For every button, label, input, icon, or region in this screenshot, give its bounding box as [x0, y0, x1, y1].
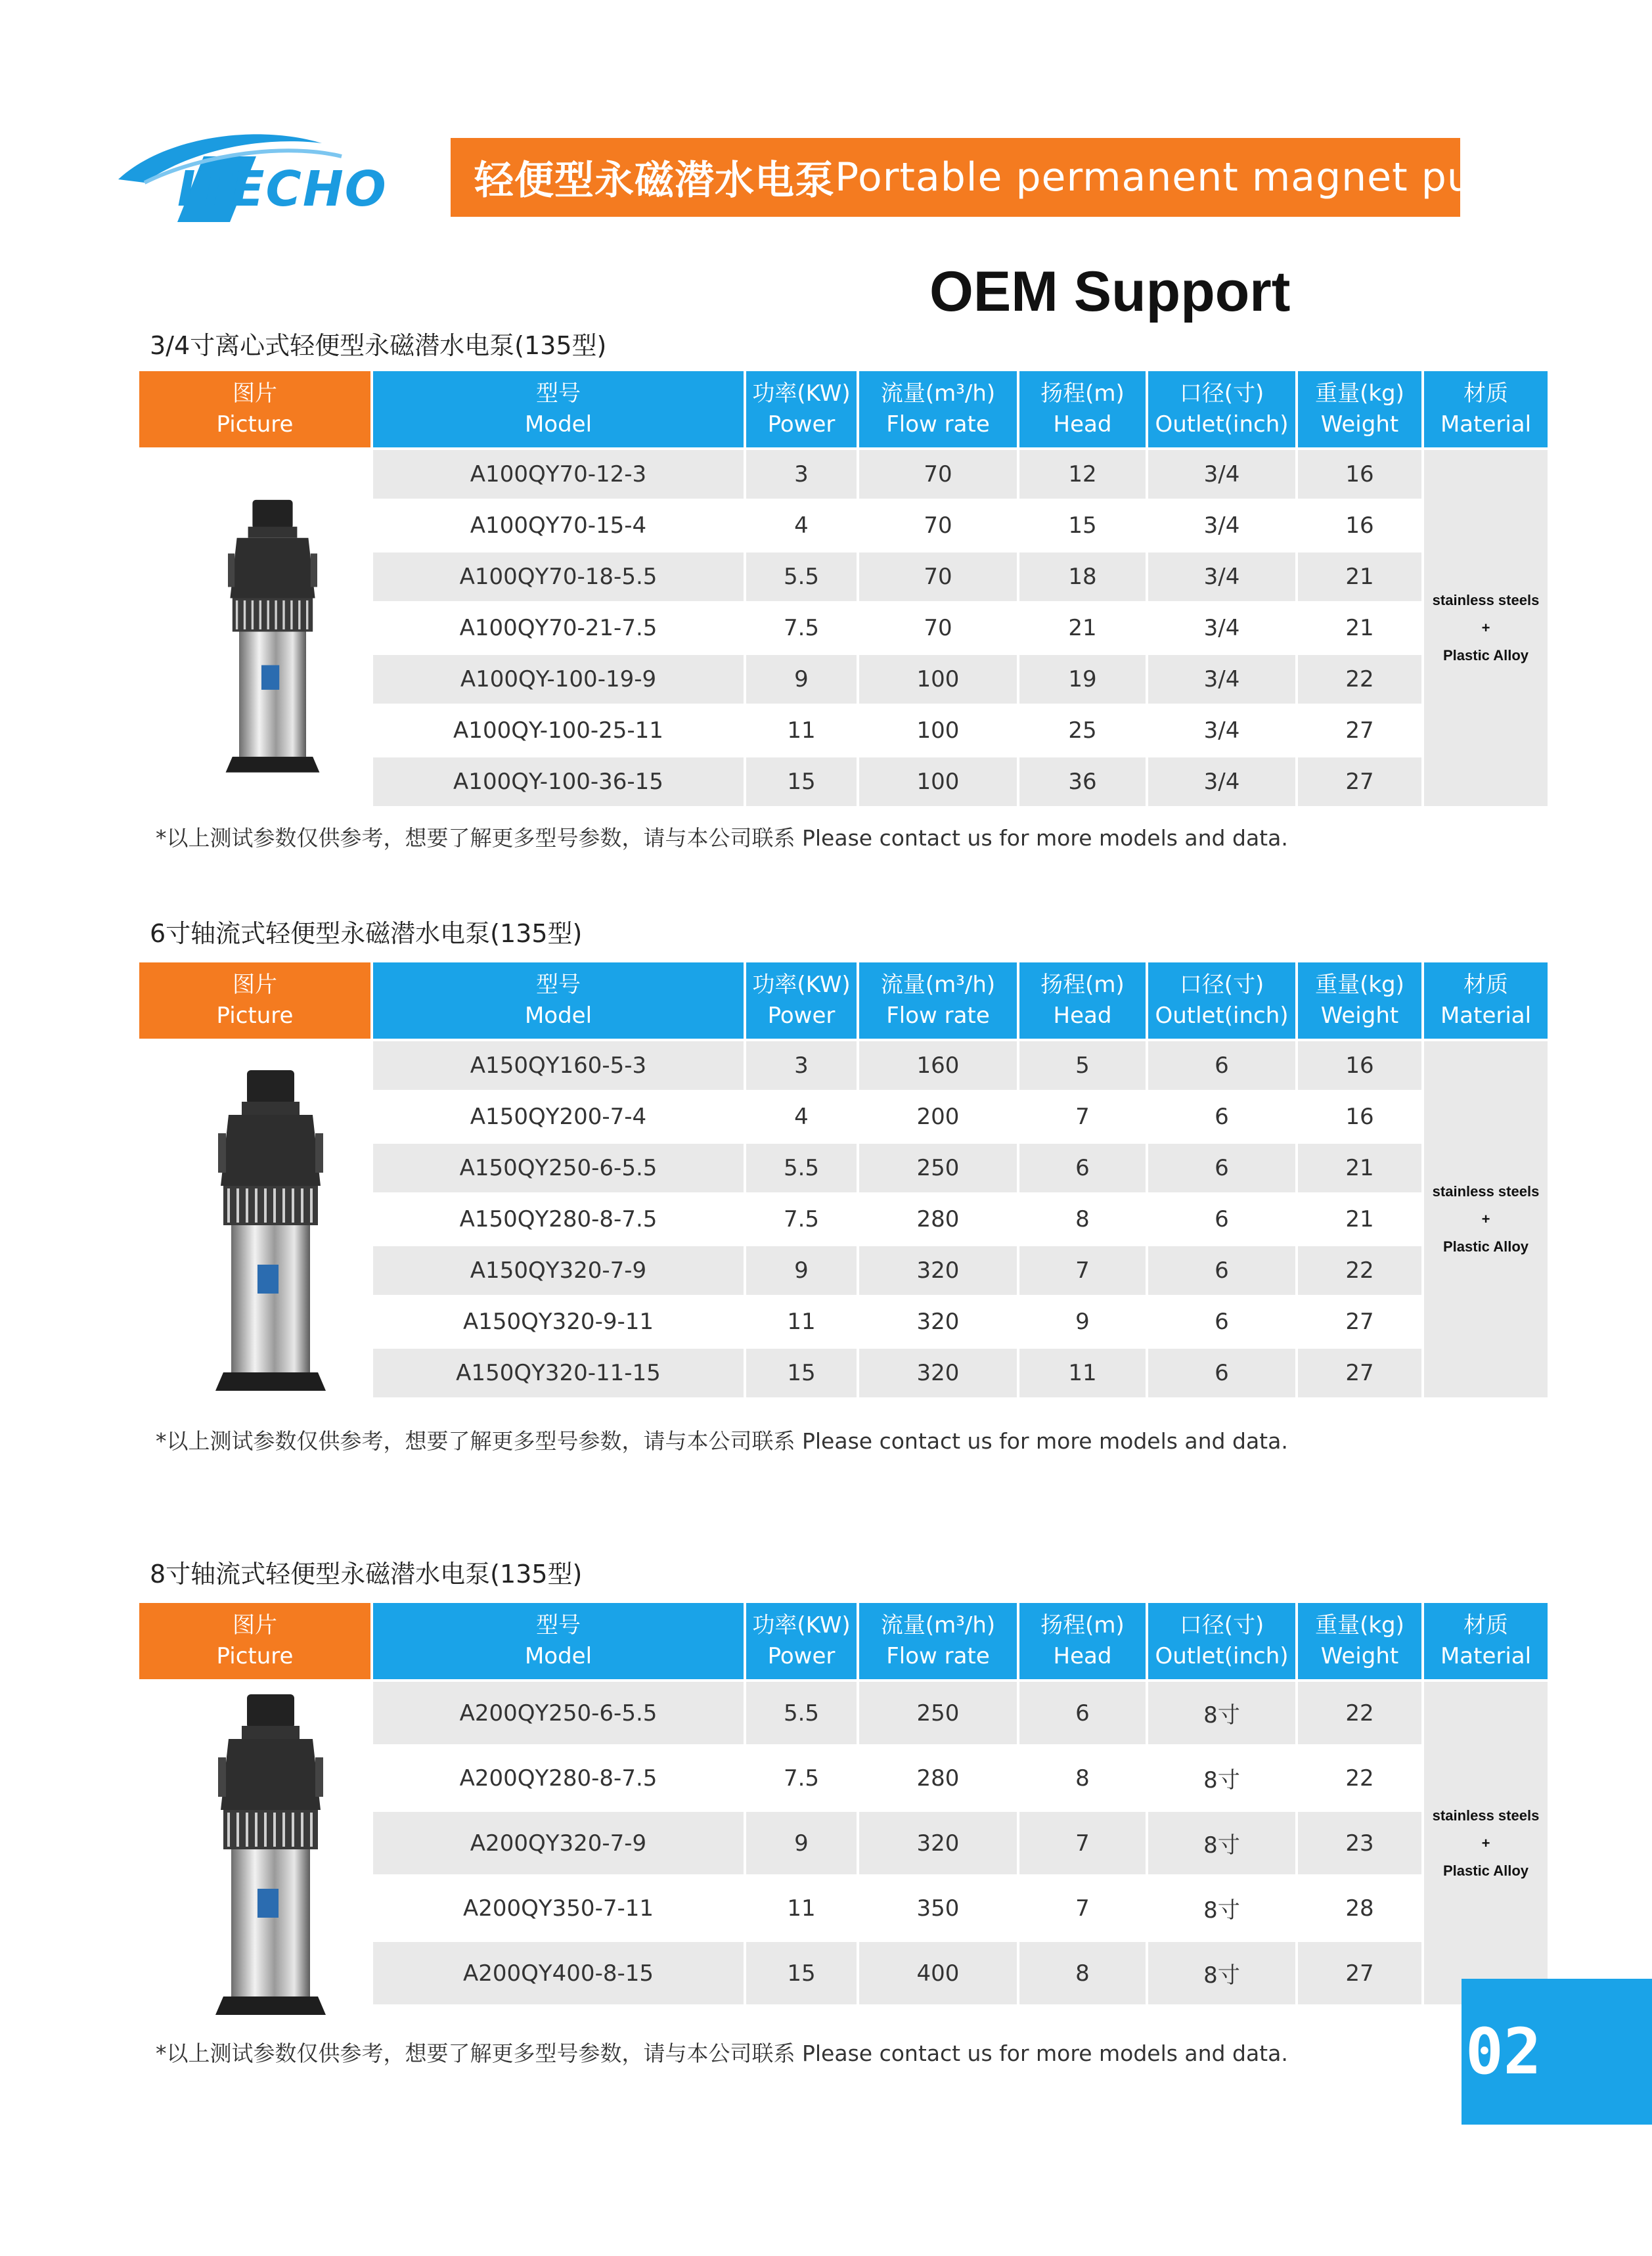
cell-flow: 70 — [859, 553, 1017, 601]
cell-power: 4 — [794, 512, 809, 539]
section-title: 6寸轴流式轻便型永磁潜水电泵(135型) — [150, 919, 583, 948]
cell-weight: 27 — [1345, 717, 1374, 744]
cell-flow: 200 — [916, 1104, 960, 1130]
cell-power: 11 — [787, 1309, 816, 1335]
header-material-cn: 材质 — [1463, 1612, 1508, 1638]
header-picture — [139, 371, 370, 447]
page-number: 02 — [1462, 1979, 1652, 2125]
cell-model: A200QY320-7-9 — [373, 1812, 744, 1874]
cell-head: 8 — [1075, 1206, 1090, 1232]
material-text: Plastic Alloy — [1442, 1862, 1529, 1879]
cell-flow: 320 — [859, 1349, 1017, 1397]
cell-head: 19 — [1019, 655, 1146, 704]
header-head-en: Head — [1053, 411, 1112, 438]
header-outlet — [1148, 962, 1295, 1039]
header-power-cn: 功率(KW) — [752, 380, 851, 407]
header-model-en: Model — [524, 1003, 592, 1029]
material-text: stainless steels — [1432, 1183, 1540, 1200]
banner-title-cn: 轻便型永磁潜水电泵 — [474, 158, 835, 204]
cell-power: 9 — [746, 1812, 857, 1874]
cell-power: 7.5 — [783, 615, 820, 641]
material-cell — [1424, 1041, 1548, 1397]
header-model-cn: 型号 — [536, 1612, 581, 1638]
header-power — [746, 371, 857, 447]
header-model — [373, 371, 744, 447]
cell-head: 25 — [1068, 717, 1097, 744]
header-weight-cn: 重量(kg) — [1315, 380, 1404, 407]
cell-weight: 27 — [1345, 1309, 1374, 1335]
footnote: *以上测试参数仅供参考，想要了解更多型号参数，请与本公司联系 Please contact us for more models and data. — [156, 2041, 1288, 2066]
header-flow-en: Flow rate — [886, 411, 990, 438]
cell-outlet: 8寸 — [1203, 1767, 1240, 1794]
header-outlet — [1148, 1603, 1295, 1679]
header-picture-en: Picture — [216, 411, 294, 438]
material-text: + — [1481, 620, 1490, 636]
header-weight-en: Weight — [1320, 1643, 1399, 1669]
header-model-en: Model — [524, 411, 592, 438]
header-flow — [859, 962, 1017, 1039]
cell-outlet: 3/4 — [1148, 757, 1295, 806]
header-power — [746, 1603, 857, 1679]
header-power-en: Power — [767, 411, 836, 438]
cell-model: A150QY320-11-15 — [373, 1349, 744, 1397]
cell-weight: 28 — [1345, 1895, 1374, 1922]
cell-weight: 21 — [1345, 1206, 1374, 1232]
header-model — [373, 1603, 744, 1679]
cell-head: 6 — [1019, 1144, 1146, 1192]
header-picture-cn: 图片 — [233, 380, 277, 407]
cell-outlet: 6 — [1215, 1206, 1229, 1232]
header-outlet-en: Outlet(inch) — [1155, 1003, 1289, 1029]
header-head-cn: 扬程(m) — [1040, 380, 1125, 407]
brand-name: ITECHO — [177, 161, 388, 217]
cell-weight: 21 — [1298, 1144, 1421, 1192]
cell-model: A150QY320-7-9 — [373, 1246, 744, 1295]
header-weight — [1298, 1603, 1421, 1679]
cell-head: 7 — [1075, 1104, 1090, 1130]
header-power-cn: 功率(KW) — [752, 972, 851, 998]
cell-flow: 320 — [859, 1812, 1017, 1874]
cell-power: 5.5 — [746, 1682, 857, 1744]
cell-power: 7.5 — [783, 1206, 820, 1232]
header-picture-en: Picture — [216, 1003, 294, 1029]
cell-power: 3 — [746, 450, 857, 499]
cell-outlet: 6 — [1148, 1349, 1295, 1397]
cell-head: 12 — [1019, 450, 1146, 499]
table-row — [139, 706, 1408, 755]
cell-flow: 70 — [924, 512, 952, 539]
pump-product-image — [205, 1058, 336, 1406]
header-head — [1019, 962, 1146, 1039]
cell-flow: 320 — [859, 1246, 1017, 1295]
header-material — [1424, 962, 1548, 1039]
cell-model: A150QY200-7-4 — [470, 1104, 647, 1130]
cell-head: 21 — [1068, 615, 1097, 641]
header-weight-cn: 重量(kg) — [1315, 972, 1404, 998]
table-row — [139, 604, 1408, 652]
cell-outlet: 8寸 — [1203, 1897, 1240, 1924]
cell-flow: 250 — [859, 1682, 1017, 1744]
header-outlet-cn: 口径(寸) — [1179, 972, 1264, 998]
cell-model: A150QY280-8-7.5 — [459, 1206, 658, 1232]
cell-power: 9 — [746, 1246, 857, 1295]
header-picture — [139, 1603, 370, 1679]
cell-flow: 400 — [859, 1942, 1017, 2004]
table-row — [139, 655, 1408, 704]
cell-outlet: 6 — [1148, 1144, 1295, 1192]
cell-weight: 27 — [1298, 1349, 1421, 1397]
header-power-cn: 功率(KW) — [752, 1612, 851, 1638]
material-text: Plastic Alloy — [1442, 647, 1529, 664]
header-outlet-cn: 口径(寸) — [1179, 380, 1264, 407]
material-text: Plastic Alloy — [1442, 1238, 1529, 1255]
header-picture — [139, 962, 370, 1039]
cell-head: 15 — [1068, 512, 1097, 539]
header-head — [1019, 371, 1146, 447]
cell-head: 9 — [1075, 1309, 1090, 1335]
table-row — [139, 757, 1408, 806]
header-flow-cn: 流量(m³/h) — [880, 1612, 996, 1638]
cell-flow: 100 — [859, 757, 1017, 806]
cell-model: A200QY250-6-5.5 — [373, 1682, 744, 1744]
cell-power: 3 — [746, 1041, 857, 1090]
cell-outlet: 8寸 — [1148, 1942, 1295, 2004]
cell-model: A200QY350-7-11 — [462, 1895, 654, 1922]
cell-flow: 350 — [916, 1895, 960, 1922]
cell-head: 36 — [1019, 757, 1146, 806]
cell-power: 5.5 — [746, 553, 857, 601]
cell-outlet: 6 — [1215, 1309, 1229, 1335]
cell-flow: 70 — [924, 615, 952, 641]
cell-model: A100QY-100-36-15 — [373, 757, 744, 806]
pump-product-image — [205, 1692, 336, 2020]
cell-head: 18 — [1019, 553, 1146, 601]
header-outlet — [1148, 371, 1295, 447]
header-head-cn: 扬程(m) — [1040, 972, 1125, 998]
header-head-en: Head — [1053, 1643, 1112, 1669]
material-text: + — [1481, 1211, 1490, 1227]
header-picture-en: Picture — [216, 1643, 294, 1669]
cell-outlet: 3/4 — [1148, 655, 1295, 704]
cell-weight: 16 — [1345, 1104, 1374, 1130]
section-title: 3/4寸离心式轻便型永磁潜水电泵(135型) — [150, 331, 607, 360]
header-material — [1424, 371, 1548, 447]
cell-model: A100QY70-21-7.5 — [459, 615, 658, 641]
cell-outlet: 8寸 — [1148, 1682, 1295, 1744]
header-material-en: Material — [1440, 411, 1532, 438]
cell-outlet: 6 — [1148, 1041, 1295, 1090]
cell-weight: 22 — [1298, 1682, 1421, 1744]
cell-weight: 23 — [1298, 1812, 1421, 1874]
header-picture-cn: 图片 — [233, 972, 277, 998]
cell-head: 7 — [1019, 1246, 1146, 1295]
cell-power: 5.5 — [746, 1144, 857, 1192]
material-text: stainless steels — [1432, 592, 1540, 608]
cell-model: A150QY320-9-11 — [462, 1309, 654, 1335]
material-cell — [1424, 450, 1548, 806]
cell-head: 5 — [1019, 1041, 1146, 1090]
header-outlet-en: Outlet(inch) — [1155, 411, 1289, 438]
title-banner — [451, 138, 1538, 217]
header-power-en: Power — [767, 1643, 836, 1669]
cell-outlet: 3/4 — [1203, 512, 1240, 539]
cell-flow: 280 — [916, 1206, 960, 1232]
section-title: 8寸轴流式轻便型永磁潜水电泵(135型) — [150, 1560, 583, 1589]
spec-table — [139, 1603, 1540, 2007]
cell-weight: 27 — [1298, 757, 1421, 806]
header-model-cn: 型号 — [536, 972, 581, 998]
cell-head: 11 — [1019, 1349, 1146, 1397]
spec-table — [139, 962, 1540, 1400]
header-flow-en: Flow rate — [886, 1003, 990, 1029]
cell-power: 7.5 — [783, 1765, 820, 1792]
header-head-en: Head — [1053, 1003, 1112, 1029]
cell-flow: 100 — [859, 655, 1017, 704]
header-material-en: Material — [1440, 1643, 1532, 1669]
material-text: + — [1481, 1834, 1490, 1851]
banner-title-en: Portable permanent magnet pump — [835, 154, 1538, 200]
cell-power: 15 — [746, 1942, 857, 2004]
oem-support-heading: OEM Support — [929, 260, 1291, 323]
cell-outlet: 3/4 — [1148, 450, 1295, 499]
cell-flow: 280 — [916, 1765, 960, 1792]
footnote: *以上测试参数仅供参考，想要了解更多型号参数，请与本公司联系 Please contact us for more models and data. — [156, 1428, 1288, 1454]
cell-model: A100QY-100-25-11 — [453, 717, 663, 744]
header-weight — [1298, 962, 1421, 1039]
cell-outlet: 3/4 — [1203, 615, 1240, 641]
header-flow-cn: 流量(m³/h) — [880, 972, 996, 998]
header-weight-cn: 重量(kg) — [1315, 1612, 1404, 1638]
cell-model: A200QY400-8-15 — [373, 1942, 744, 2004]
header-weight-en: Weight — [1320, 411, 1399, 438]
cell-outlet: 6 — [1215, 1104, 1229, 1130]
cell-weight: 16 — [1298, 1041, 1421, 1090]
header-weight-en: Weight — [1320, 1003, 1399, 1029]
cell-flow: 100 — [916, 717, 960, 744]
cell-model: A100QY-100-19-9 — [373, 655, 744, 704]
cell-model: A100QY70-12-3 — [373, 450, 744, 499]
cell-head: 7 — [1019, 1812, 1146, 1874]
cell-weight: 16 — [1345, 512, 1374, 539]
header-outlet-en: Outlet(inch) — [1155, 1643, 1289, 1669]
cell-power: 9 — [746, 655, 857, 704]
cell-power: 11 — [787, 717, 816, 744]
material-cell — [1424, 1682, 1548, 2004]
cell-power: 11 — [787, 1895, 816, 1922]
cell-head: 8 — [1019, 1942, 1146, 2004]
cell-outlet: 8寸 — [1148, 1812, 1295, 1874]
header-weight — [1298, 371, 1421, 447]
cell-flow: 250 — [859, 1144, 1017, 1192]
header-flow-en: Flow rate — [886, 1643, 990, 1669]
header-model-cn: 型号 — [536, 380, 581, 407]
footnote: *以上测试参数仅供参考，想要了解更多型号参数，请与本公司联系 Please contact us for more models and data. — [156, 825, 1288, 851]
header-outlet-cn: 口径(寸) — [1179, 1612, 1264, 1638]
table-row — [139, 450, 1408, 499]
header-flow — [859, 371, 1017, 447]
cell-flow: 160 — [859, 1041, 1017, 1090]
cell-weight: 16 — [1298, 450, 1421, 499]
header-model — [373, 962, 744, 1039]
cell-flow: 70 — [859, 450, 1017, 499]
header-flow-cn: 流量(m³/h) — [880, 380, 996, 407]
header-material-cn: 材质 — [1463, 972, 1508, 998]
header-power — [746, 962, 857, 1039]
header-flow — [859, 1603, 1017, 1679]
header-picture-cn: 图片 — [233, 1612, 277, 1638]
header-material — [1424, 1603, 1548, 1679]
pump-product-image — [217, 483, 328, 792]
cell-model: A150QY250-6-5.5 — [373, 1144, 744, 1192]
spec-table — [139, 371, 1540, 809]
cell-model: A100QY70-18-5.5 — [373, 553, 744, 601]
cell-weight: 22 — [1345, 1765, 1374, 1792]
cell-power: 4 — [794, 1104, 809, 1130]
cell-weight: 21 — [1298, 553, 1421, 601]
cell-outlet: 3/4 — [1148, 553, 1295, 601]
header-head-cn: 扬程(m) — [1040, 1612, 1125, 1638]
header-material-en: Material — [1440, 1003, 1532, 1029]
cell-weight: 22 — [1298, 1246, 1421, 1295]
cell-power: 15 — [746, 757, 857, 806]
cell-head: 6 — [1019, 1682, 1146, 1744]
table-row — [139, 501, 1408, 550]
cell-power: 15 — [746, 1349, 857, 1397]
cell-model: A200QY280-8-7.5 — [459, 1765, 658, 1792]
header-material-cn: 材质 — [1463, 380, 1508, 407]
header-model-en: Model — [524, 1643, 592, 1669]
cell-model: A150QY160-5-3 — [373, 1041, 744, 1090]
cell-head: 7 — [1075, 1895, 1090, 1922]
cell-weight: 22 — [1298, 655, 1421, 704]
header-head — [1019, 1603, 1146, 1679]
cell-weight: 27 — [1298, 1942, 1421, 2004]
cell-head: 8 — [1075, 1765, 1090, 1792]
cell-outlet: 3/4 — [1203, 717, 1240, 744]
material-text: stainless steels — [1432, 1807, 1540, 1824]
cell-weight: 21 — [1345, 615, 1374, 641]
cell-outlet: 6 — [1148, 1246, 1295, 1295]
cell-flow: 320 — [916, 1309, 960, 1335]
table-row — [139, 553, 1408, 601]
header-power-en: Power — [767, 1003, 836, 1029]
cell-model: A100QY70-15-4 — [470, 512, 647, 539]
